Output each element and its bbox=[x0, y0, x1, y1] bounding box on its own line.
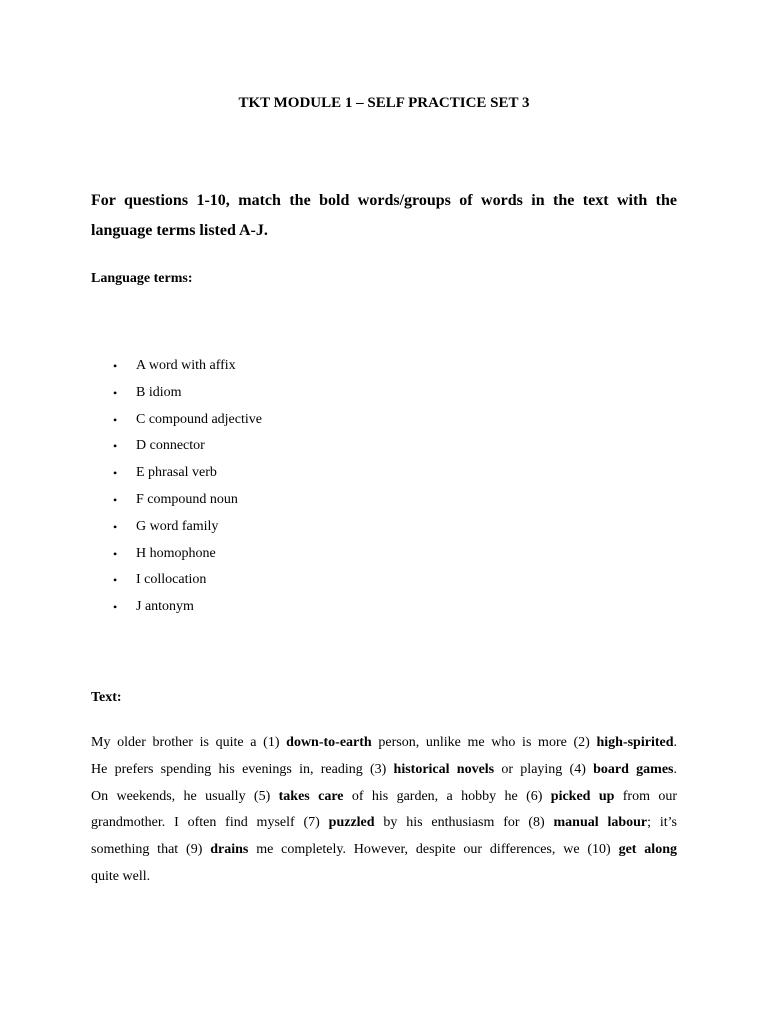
page-title: TKT MODULE 1 – SELF PRACTICE SET 3 bbox=[238, 95, 530, 111]
bullet-icon: • bbox=[113, 573, 118, 588]
passage-text: person, unlike me who is more (2) bbox=[371, 735, 597, 750]
passage-text: My older brother is quite a (1) bbox=[91, 735, 287, 750]
term-label: I collocation bbox=[136, 572, 207, 588]
term-label: H homophone bbox=[136, 545, 216, 561]
bold-term: manual labour bbox=[553, 815, 648, 831]
instructions-line-2: language terms listed A-J. bbox=[91, 222, 268, 239]
passage-text: of his garden, a hobby he (6) bbox=[343, 788, 551, 804]
passage-text: quite well. bbox=[91, 868, 151, 884]
passage-text: me completely. However, despite our differences, we (10) bbox=[248, 842, 619, 858]
passage-text: by his enthusiasm for (8) bbox=[374, 815, 554, 831]
passage-text: something that (9) bbox=[91, 842, 211, 858]
bold-term: get along bbox=[618, 842, 677, 858]
passage-line bbox=[91, 810, 677, 837]
passage-text: He prefers spending his evenings in, reading (3) bbox=[91, 761, 394, 777]
bold-term: board games bbox=[593, 761, 674, 777]
passage-text: On weekends, he usually (5) bbox=[91, 788, 279, 804]
instructions bbox=[91, 186, 677, 246]
term-label: C compound adjective bbox=[136, 411, 262, 427]
bold-term: picked up bbox=[550, 788, 615, 804]
bullet-icon: • bbox=[113, 439, 118, 454]
term-label: J antonym bbox=[136, 599, 194, 615]
bold-term: historical novels bbox=[393, 761, 495, 777]
bold-term: down-to-earth bbox=[286, 735, 372, 750]
term-label: A word with affix bbox=[136, 358, 236, 373]
bullet-icon: • bbox=[113, 466, 118, 481]
bullet-icon: • bbox=[113, 492, 118, 507]
terms-heading: Language terms: bbox=[91, 271, 193, 286]
bullet-icon: • bbox=[113, 412, 118, 427]
bold-term: takes care bbox=[278, 788, 344, 804]
passage-line bbox=[91, 730, 677, 757]
bold-term: puzzled bbox=[328, 815, 375, 831]
passage-text: . bbox=[673, 735, 677, 750]
bullet-icon: • bbox=[113, 546, 118, 561]
bullet-icon: • bbox=[113, 385, 118, 400]
bold-term: high-spirited bbox=[596, 735, 674, 750]
bold-term: drains bbox=[210, 842, 249, 858]
passage-text: or playing (4) bbox=[494, 761, 594, 777]
passage-text: . bbox=[673, 761, 677, 777]
passage-line bbox=[91, 784, 677, 811]
passage-line bbox=[91, 757, 677, 784]
passage-text: from our bbox=[614, 788, 678, 804]
bullet-icon: • bbox=[113, 600, 118, 615]
term-label: F compound noun bbox=[136, 491, 238, 507]
term-label: B idiom bbox=[136, 384, 182, 400]
term-label: E phrasal verb bbox=[136, 465, 217, 481]
passage-text: grandmother. I often find myself (7) bbox=[91, 815, 329, 831]
term-label: G word family bbox=[136, 518, 219, 534]
passage bbox=[91, 730, 677, 891]
term-label: D connector bbox=[136, 438, 205, 454]
passage-text: ; it’s bbox=[647, 815, 677, 831]
passage-line bbox=[91, 837, 677, 864]
bullet-icon: • bbox=[113, 359, 118, 373]
bullet-icon: • bbox=[113, 519, 118, 534]
passage-line bbox=[91, 864, 677, 891]
instructions-line-1: For questions 1-10, match the bold words/groups of words in the text with the bbox=[91, 192, 677, 209]
text-heading: Text: bbox=[91, 690, 122, 705]
